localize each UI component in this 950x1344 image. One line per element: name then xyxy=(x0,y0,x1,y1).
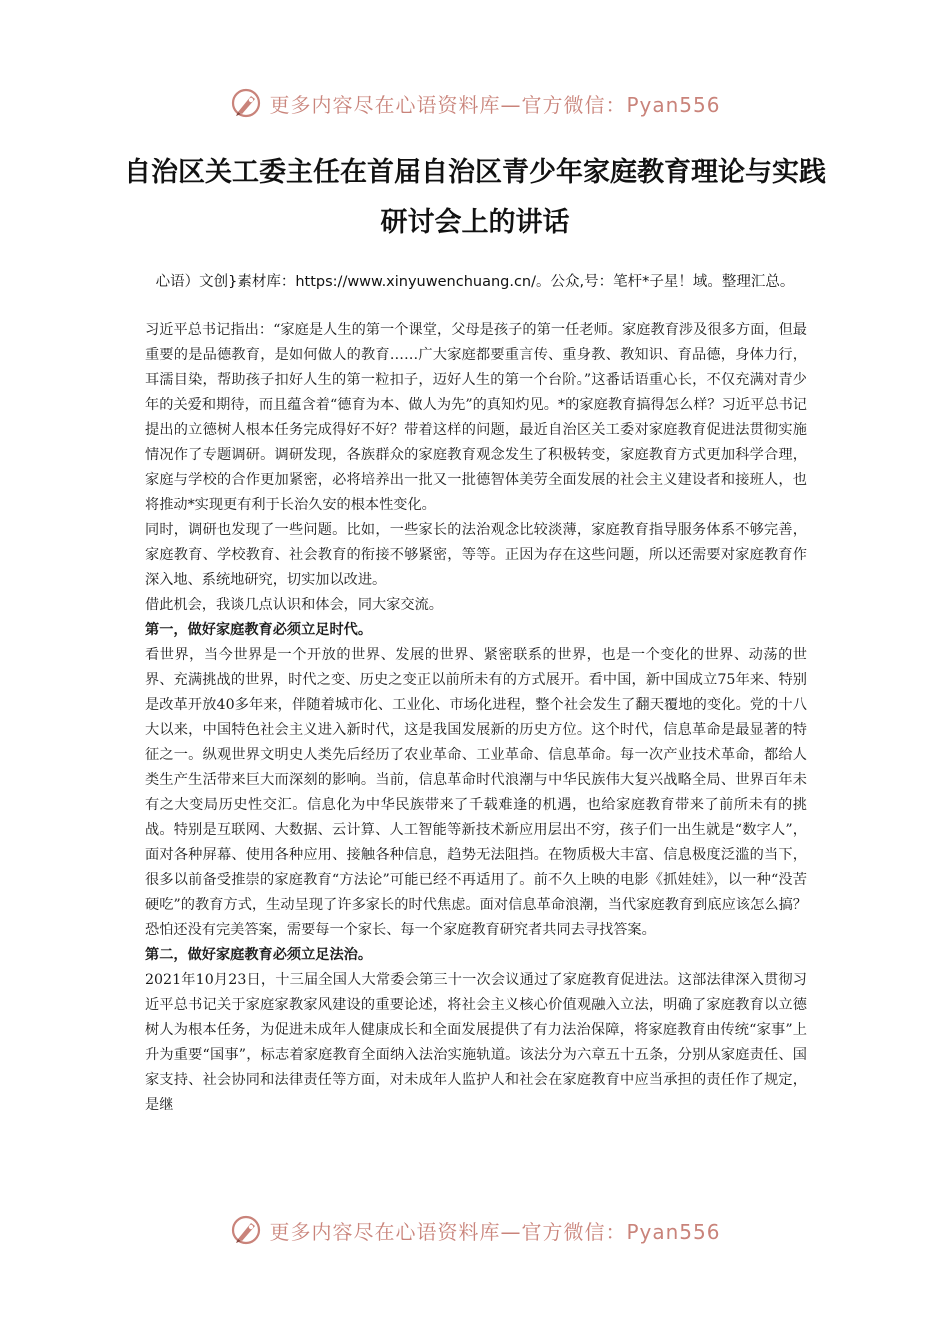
body-paragraph: 同时，调研也发现了一些问题。比如，一些家长的法治观念比较淡薄，家庭教育指导服务体系不够完善，家庭教育、学校教育、社会教育的衔接不够紧密，等等。正因为存在这些问题，所以还需要对家庭教育作深入地、系统地研究，切实加以改进。 xyxy=(145,522,807,588)
header-watermark-banner xyxy=(0,78,950,128)
watermark-text: 更多内容尽在心语资料库—官方微信：Pyan556 xyxy=(269,1219,721,1244)
body-paragraph: 2021年10月23日，十三届全国人大常委会第三十一次会议通过了家庭教育促进法。这部法律深入贯彻习近平总书记关于家庭家教家风建设的重要论述，将社会主义核心价值观融入立法，明确了家庭教育以立德树人为根本任务，为促进未成年人健康成长和全面发展提供了有力法治保障，将家庭教育由传统“家事”上升为重要“国事”，标志着家庭教育全面纳入法治实施轨道。该法分为六章五十五条，分别从家庭责任、国家支持、社会协同和法律责任等方面，对未成年人监护人和社会在家庭教育中应当承担的责任作了规定，是继 xyxy=(145,972,807,1113)
document-body xyxy=(145,318,807,1118)
footer-watermark-banner xyxy=(0,1205,950,1255)
pen-logo-icon xyxy=(229,1213,263,1247)
watermark-text: 更多内容尽在心语资料库—官方微信：Pyan556 xyxy=(269,92,721,117)
body-paragraph: 习近平总书记指出：“家庭是人生的第一个课堂，父母是孩子的第一任老师。家庭教育涉及很多方面，但最重要的是品德教育，是如何做人的教育……广大家庭都要重言传、重身教、教知识、育品德，身体力行，耳濡目染，帮助孩子扣好人生的第一粒扣子，迈好人生的第一个台阶。”这番话语重心长，不仅充满对青少年的关爱和期待，而且蕴含着“德育为本、做人为先”的真知灼见。*的家庭教育搞得怎么样？习近平总书记提出的立德树人根本任务完成得好不好？带着这样的问题，最近自治区关工委对家庭教育促进法贯彻实施情况作了专题调研。调研发现，各族群众的家庭教育观念发生了积极转变，家庭教育方式更加科学合理，家庭与学校的合作更加紧密，必将培养出一批又一批德智体美劳全面发展的社会主义建设者和接班人，也将推动*实现更有利于长治久安的根本性变化。 xyxy=(145,322,807,513)
source-line: 心语）文创}素材库：https://www.xinyuwenchuang.cn/。公众,号：笔杆*子星！域。整理汇总。 xyxy=(155,274,795,290)
body-paragraph: 借此机会，我谈几点认识和体会，同大家交流。 xyxy=(145,597,443,613)
section-heading: 第二，做好家庭教育必须立足法治。 xyxy=(145,947,373,963)
pen-logo-icon xyxy=(229,86,263,120)
section-heading: 第一，做好家庭教育必须立足时代。 xyxy=(145,622,373,638)
document-title: 自治区关工委主任在首届自治区青少年家庭教育理论与实践研讨会上的讲话 xyxy=(124,157,826,238)
body-paragraph: 看世界，当今世界是一个开放的世界、发展的世界、紧密联系的世界，也是一个变化的世界、动荡的世界、充满挑战的世界，时代之变、历史之变正以前所未有的方式展开。看中国，新中国成立75年来、特别是改革开放40多年来，伴随着城市化、工业化、市场化进程，整个社会发生了翻天覆地的变化。党的十八大以来，中国特色社会主义进入新时代，这是我国发展新的历史方位。这个时代，信息革命是最显著的特征之一。纵观世界文明史人类先后经历了农业革命、工业革命、信息革命。每一次产业技术革命，都给人类生产生活带来巨大而深刻的影响。当前，信息革命时代浪潮与中华民族伟大复兴战略全局、世界百年未有之大变局历史性交汇。信息化为中华民族带来了千载难逢的机遇，也给家庭教育带来了前所未有的挑战。特别是互联网、大数据、云计算、人工智能等新技术新应用层出不穷，孩子们一出生就是“数字人”，面对各种屏幕、使用各种应用、接触各种信息，趋势无法阻挡。在物质极大丰富、信息极度泛滥的当下，很多以前备受推崇的家庭教育“方法论”可能已经不再适用了。前不久上映的电影《抓娃娃》，以一种“没苦硬吃”的教育方式，生动呈现了许多家长的时代焦虑。面对信息革命浪潮，当代家庭教育到底应该怎么搞？恐怕还没有完美答案，需要每一个家长、每一个家庭教育研究者共同去寻找答案。 xyxy=(145,647,807,938)
